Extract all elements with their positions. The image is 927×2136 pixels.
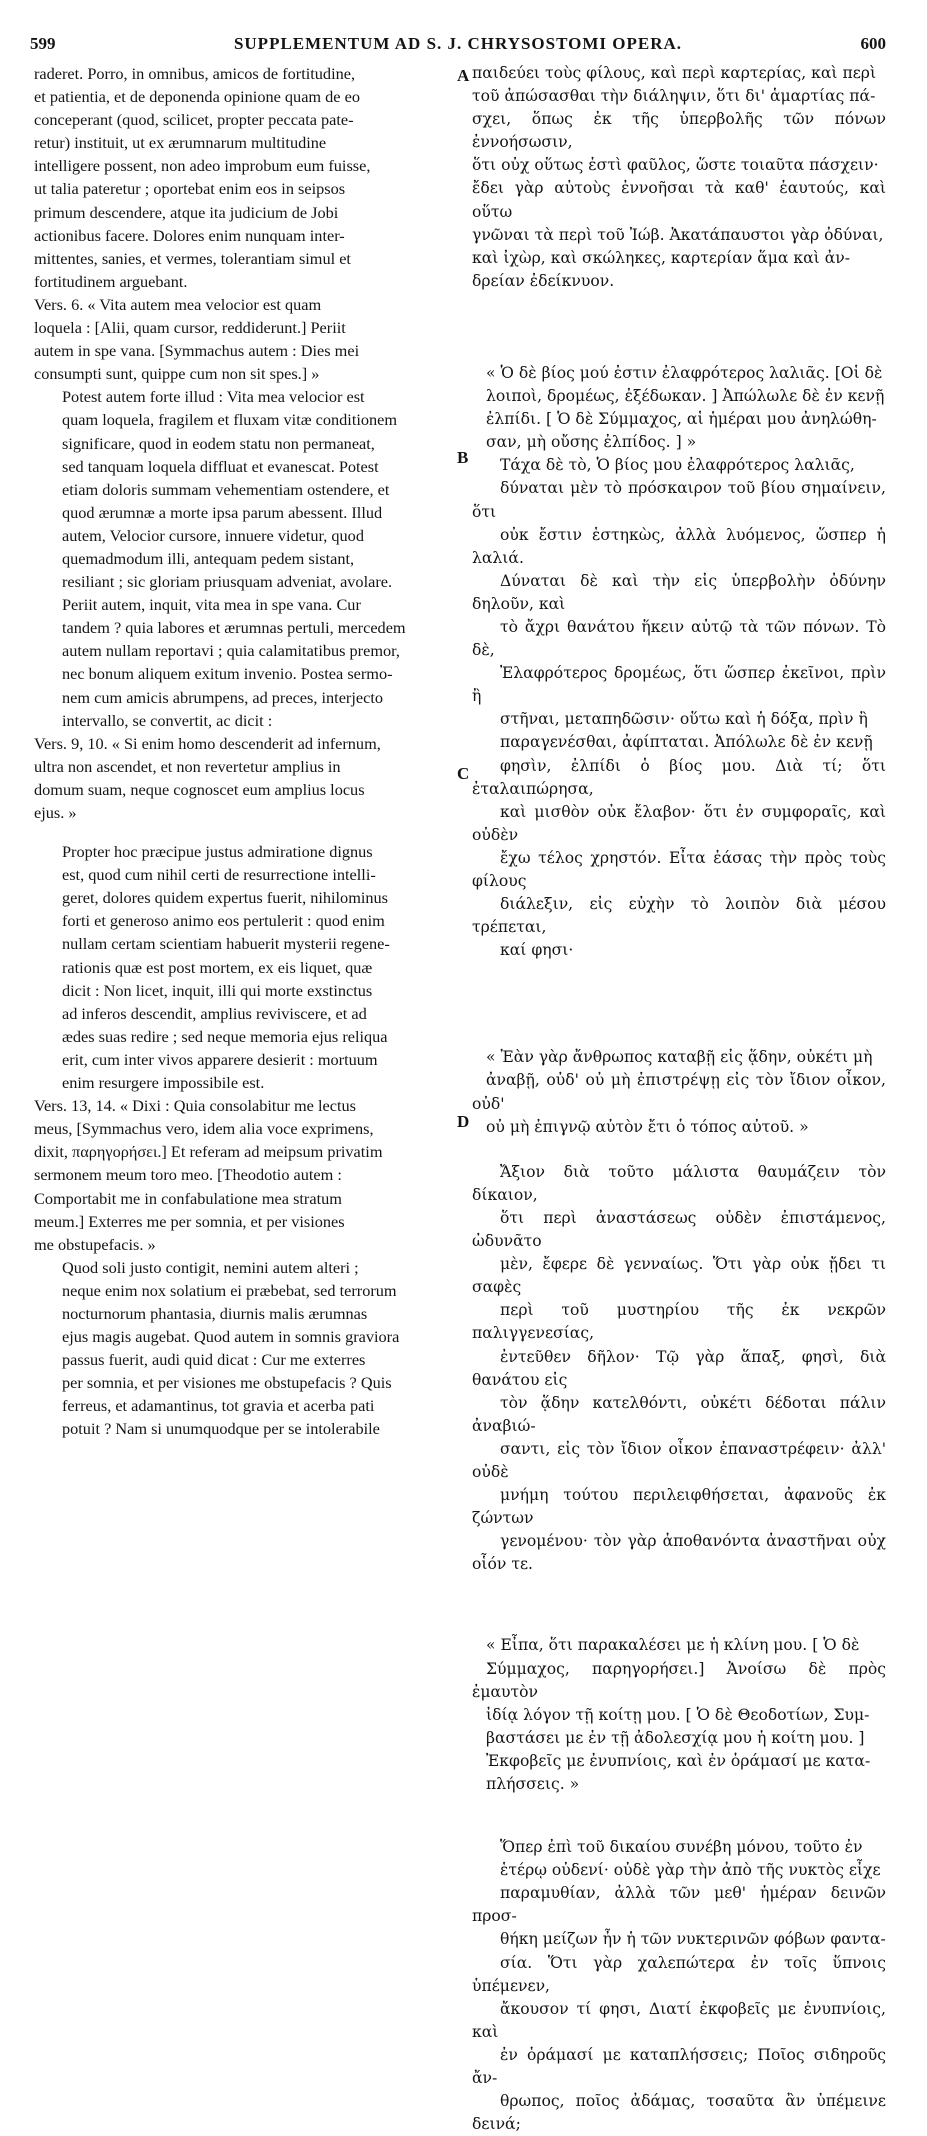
greek-line: σαν, μὴ οὔσης ἐλπίδος. ] » (486, 433, 697, 452)
latin-line: rationis quæ est post mortem, ex eis liquet, quæ (62, 957, 373, 977)
latin-line: Propter hoc præcipue justus admiratione dignus (62, 842, 373, 862)
latin-line: Vers. 6. « Vita autem mea velocior est quam (34, 294, 322, 314)
greek-line: Σύμμαχος, παρηγορήσει.] Ἀνοίσω δὲ πρὸς ἐμαυτὸν (472, 1659, 886, 1701)
latin-paragraph (34, 732, 452, 824)
greek-line: « Εἶπα, ὅτι παρακαλέσει με ἡ κλίνη μου. [ Ὁ δὲ (486, 1636, 860, 1655)
greek-paragraph (472, 1046, 886, 1138)
latin-line: quam loquela, fragilem et fluxam vitæ conditionem (62, 410, 398, 430)
latin-line: conceperant (quod, scilicet, propter peccata pate- (34, 110, 354, 130)
latin-line: meus, [Symmachus vero, idem alia voce exprimens, (34, 1119, 374, 1139)
latin-line: dicit : Non licet, inquit, illi qui morte exstinctus (62, 980, 373, 1000)
latin-line: nec bonum aliquem exitum invenio. Postea sermo- (62, 664, 393, 684)
latin-line: ad inferos descendit, amplius reviviscere, et ad (62, 1003, 367, 1023)
greek-line: καί φησι· (500, 941, 574, 960)
greek-line: ἑτέρῳ οὐδενί· οὐδὲ γὰρ τὴν ἀπὸ τῆς νυκτὸς εἶχε (500, 1861, 881, 1880)
greek-line: γενομένου· τὸν γὰρ ἀποθανόντα ἀναστῆναι οὐχ οἷόν τε. (472, 1532, 886, 1574)
latin-line: primum descendere, atque ita judicium de Jobi (34, 202, 339, 222)
greek-paragraph (472, 454, 886, 962)
greek-line: σαντι, εἰς τὸν ἴδιον οἶκον ἐπαναστρέφειν· ἀλλ' οὐδὲ (472, 1439, 886, 1481)
page-header (30, 34, 886, 60)
latin-line: ejus. » (34, 803, 77, 822)
latin-line: erit, cum inter vivos apparere desierit : mortuum (62, 1049, 378, 1069)
latin-line: quemadmodum illi, antequam pedem sistant, (62, 548, 355, 568)
running-title: SUPPLEMENTUM AD S. J. CHRYSOSTOMI OPERA. (233, 34, 683, 53)
greek-line: ὅτι περὶ ἀναστάσεως οὐδὲν ἐπιστάμενος, ὠδυνᾶτο (472, 1208, 886, 1251)
latin-line: Vers. 9, 10. « Si enim homo descenderit ad infernum, (34, 733, 381, 753)
greek-line: ἐλπίδι. [ Ὁ δὲ Σύμμαχος, αἱ ἡμέραι μου ἀνηλώθη- (486, 410, 877, 429)
page-number-right: 600 (860, 34, 886, 53)
greek-line: ἐντεῦθεν δῆλον· Τῷ γὰρ ἅπαξ, φησὶ, διὰ θανάτου εἰς (472, 1347, 886, 1389)
latin-line: Potest autem forte illud : Vita mea velocior est (62, 387, 365, 407)
latin-line: actionibus facere. Dolores enim nunquam inter- (34, 225, 345, 245)
greek-paragraph (472, 62, 886, 293)
latin-line: consumpti sunt, quippe cum non sit spes.] » (34, 364, 320, 384)
latin-line: intelligere possent, non adeo improbum eum fuisse, (34, 156, 371, 176)
greek-line: οὐ μὴ ἐπιγνῷ αὐτὸν ἔτι ὁ τόπος αὐτοῦ. » (486, 1117, 809, 1136)
greek-line: παραμυθίαν, ἀλλὰ τῶν μεθ' ἡμέραν δεινῶν προσ- (472, 1884, 886, 1926)
latin-line: sed tanquam loquela diffluat et evanescat. Potest (62, 456, 379, 476)
greek-line: ἔδει γὰρ αὐτοὺς ἐννοῆσαι τὰ καθ' ἑαυτούς, καὶ οὕτω (472, 179, 886, 221)
greek-line: ἀναβῇ, οὐδ' οὐ μὴ ἐπιστρέψῃ εἰς τὸν ἴδιον οἶκον, οὐδ' (472, 1071, 886, 1113)
latin-line: ejus magis augebat. Quod autem in somnis graviora (62, 1327, 400, 1347)
latin-line: geret, dolores quidem expertus fuerit, nihilominus (62, 888, 389, 908)
latin-line: potuit ? Nam si unumquodque per se intolerabile (62, 1419, 380, 1439)
greek-line: πλήσσεις. » (486, 1775, 580, 1793)
latin-line: quod ærumnæ a morte ipsa parum abessent. Illud (62, 502, 383, 522)
latin-line: etiam doloris summam vehementiam ostendere, et (62, 479, 390, 499)
latin-paragraph (34, 62, 452, 293)
latin-line: raderet. Porro, in omnibus, amicos de fortitudine, (34, 64, 356, 83)
greek-paragraph (472, 1634, 886, 1796)
latin-line: nem cum amicis abrumpens, ad preces, interjecto (62, 687, 383, 707)
greek-line: Τάχα δὲ τὸ, Ὁ βίος μου ἐλαφρότερος λαλιᾶς, (500, 456, 855, 475)
greek-line: θήκη μείζων ἦν ἡ τῶν νυκτερινῶν φόβων φαντα- (500, 1930, 886, 1949)
latin-line: loquela : [Alii, quam cursor, reddiderunt.] Periit (34, 318, 346, 338)
latin-line: ultra non ascendet, et non revertetur amplius in (34, 756, 341, 776)
latin-line: significare, quod in eodem statu non permaneat, (62, 433, 375, 453)
greek-line: οὐκ ἔστιν ἑστηκὼς, ἀλλὰ λυόμενος, ὥσπερ ἡ λαλιά. (472, 525, 886, 567)
margin-letter-c: C (457, 764, 470, 783)
greek-line: Ὅπερ ἐπὶ τοῦ δικαίου συνέβη μόνου, τοῦτο ἐν (500, 1838, 863, 1857)
greek-line: ἐν ὁράμασί με καταπλήσσεις; Ποῖος σιδηροῦς ἄν- (472, 2045, 886, 2088)
greek-line: γνῶναι τὰ περὶ τοῦ Ἰώβ. Ἀκατάπαυστοι γὰρ ὀδύναι, (472, 225, 884, 244)
latin-line: ædes suas redire ; sed neque memoria ejus reliqua (62, 1026, 388, 1046)
greek-line: Ἐκφοβεῖς με ἐνυπνίοις, καὶ ἐν ὁράμασί με κατα- (486, 1751, 871, 1770)
latin-line: autem, Velocior cursore, innuere videtur, quod (62, 525, 364, 545)
latin-paragraph (34, 840, 452, 1094)
latin-line: sermonem meum toro meo. [Theodotio autem : (34, 1165, 342, 1185)
greek-paragraph (472, 1836, 886, 2136)
latin-line: enim resurgere impossibile est. (62, 1073, 265, 1093)
greek-line: παραγενέσθαι, ἀφίπταται. Ἀπόλωλε δὲ ἐν κενῇ (500, 733, 873, 752)
latin-paragraph (34, 385, 452, 731)
latin-line: meum.] Exterres me per somnia, et per visiones (34, 1211, 345, 1231)
greek-line: « Ὁ δὲ βίος μού ἐστιν ἐλαφρότερος λαλιᾶς. [Οἱ δὲ (486, 363, 883, 382)
latin-line: resiliant ; sic gloriam priusquam adveniat, avolare. (62, 572, 393, 592)
latin-line: est, quod cum nihil certi de resurrectione intelli- (62, 865, 376, 885)
greek-line: τὸν ᾅδην κατελθόντι, οὐκέτι δέδοται πάλιν ἀναβιώ- (472, 1393, 886, 1435)
greek-line: ὅτι οὐχ οὕτως ἐστὶ φαῦλος, ὥστε τοιαῦτα πάσχειν· (472, 156, 879, 175)
greek-line: περὶ τοῦ μυστηρίου τῆς ἐκ νεκρῶν παλιγγενεσίας, (472, 1301, 886, 1343)
greek-line: βαστάσει με ἐν τῇ ἀδολεσχίᾳ μου ἡ κοίτη μου. ] (486, 1728, 865, 1747)
latin-line: dixit, παρηγορήσει.] Et referam ad meipsum privatim (34, 1142, 383, 1162)
greek-line: θρωπος, ποῖος ἀδάμας, τοσαῦτα ἂν ὑπέμεινε δεινά; (472, 2092, 886, 2134)
greek-line: « Ἐὰν γὰρ ἄνθρωπος καταβῇ εἰς ᾅδην, οὐκέτι μὴ (486, 1048, 873, 1067)
latin-line: Vers. 13, 14. « Dixi : Quia consolabitur me lectus (34, 1096, 356, 1116)
latin-line: Comportabit me in confabulatione mea stratum (34, 1188, 342, 1208)
latin-line: fortitudinem arguebant. (34, 271, 188, 291)
greek-line: τὸ ἄχρι θανάτου ἥκειν αὐτῷ τὰ τῶν πόνων. Τὸ δὲ, (472, 617, 886, 660)
greek-line: σχει, ὅπως ἐκ τῆς ὑπερβολῆς τῶν πόνων ἐννοήσωσιν, (472, 110, 886, 152)
latin-line: ferreus, et adamantinus, tot gravia et acerba pati (62, 1396, 375, 1416)
latin-line: forti et generoso animo eos pertulerit : quod enim (62, 911, 385, 931)
greek-line: τοῦ ἀπώσασθαι τὴν διάληψιν, ὅτι δι' ἁμαρτίας πά- (472, 87, 876, 106)
greek-line: μὲν, ἔφερε δὲ γενναίως. Ὅτι γὰρ οὐκ ᾔδει τι σαφὲς (472, 1255, 886, 1297)
greek-line: ἄκουσον τί φησι, Διατί ἐκφοβεῖς με ἐνυπνίοις, καὶ (472, 1999, 886, 2041)
latin-line: mittentes, sanies, et vermes, tolerantiam simul et (34, 248, 351, 268)
greek-paragraph (472, 362, 886, 454)
latin-line: per somnia, et per visiones me obstupefacis ? Quis (62, 1373, 392, 1393)
latin-line: retur) instituit, ut ex ærumnarum multitudine (34, 133, 327, 153)
latin-column (34, 62, 452, 1441)
latin-line: nullam certam scientiam habuerit mysterii regene- (62, 934, 390, 954)
latin-line: domum suam, neque cognoscet eum amplius locus (34, 779, 365, 799)
latin-line: ut talia pateretur ; oportebat enim eos in seipsos (34, 179, 346, 199)
latin-line: tandem ? quia labores et ærumnas pertuli, mercedem (62, 618, 406, 638)
margin-letter-d: D (457, 1112, 470, 1131)
greek-line: καὶ ἰχὼρ, καὶ σκώληκες, καρτερίαν ἅμα καὶ ἀν- (472, 248, 851, 267)
greek-line: ἔχω τέλος χρηστόν. Εἶτα ἐάσας τὴν πρὸς τοὺς φίλους (472, 848, 886, 890)
margin-letter-a: A (457, 66, 470, 85)
latin-line: autem nullam reportavi ; quia calamitatibus premor, (62, 641, 400, 661)
greek-line: Ἄξιον διὰ τοῦτο μάλιστα θαυμάζειν τὸν δίκαιον, (472, 1162, 886, 1204)
latin-line: passus fuerit, audi quid dicat : Cur me exterres (62, 1350, 366, 1370)
latin-paragraph (34, 293, 452, 385)
greek-line: καὶ μισθὸν οὐκ ἔλαβον· ὅτι ἐν συμφοραῖς, καὶ οὐδὲν (472, 802, 886, 844)
greek-line: ἰδίᾳ λόγον τῇ κοίτῃ μου. [ Ὁ δὲ Θεοδοτίων, Συμ- (486, 1705, 870, 1724)
latin-line: Periit autem, inquit, vita mea in spe vana. Cur (62, 595, 361, 615)
latin-paragraph (34, 1094, 452, 1256)
greek-line: παιδεύει τοὺς φίλους, καὶ περὶ καρτερίας, καὶ περὶ (472, 64, 877, 82)
page-number-left: 599 (30, 34, 56, 53)
greek-line: στῆναι, μεταπηδῶσιν· οὕτω καὶ ἡ δόξα, πρὶν ἢ (500, 710, 868, 729)
latin-paragraph (34, 1256, 452, 1441)
greek-line: σία. Ὅτι γὰρ χαλεπώτερα ἐν τοῖς ὕπνοις ὑπέμενεν, (472, 1953, 886, 1995)
greek-line: δρείαν ἐδείκνυον. (472, 271, 615, 290)
greek-line: Δύναται δὲ καὶ τὴν εἰς ὑπερβολὴν ὀδύνην δηλοῦν, καὶ (472, 571, 886, 613)
greek-line: φησὶν, ἐλπίδι ὁ βίος μου. Διὰ τί; ὅτι ἐταλαιπώρησα, (472, 756, 886, 798)
greek-column (472, 62, 886, 2136)
margin-letter-b: B (457, 448, 469, 467)
greek-line: δύναται μὲν τὸ πρόσκαιρον τοῦ βίου σημαίνειν, ὅτι (472, 479, 886, 521)
latin-line: nocturnorum phantasia, diurnis malis ærumnas (62, 1303, 368, 1323)
greek-line: μνήμη τούτου περιλειφθήσεται, ἀφανοῦς ἐκ ζώντων (472, 1486, 886, 1528)
latin-line: intervallo, se convertit, ac dicit : (62, 710, 273, 730)
greek-line: Ἐλαφρότερος δρομέως, ὅτι ὥσπερ ἐκεῖνοι, πρὶν ἢ (472, 664, 886, 706)
latin-line: neque enim nox solatium ei præbebat, sed terrorum (62, 1280, 397, 1300)
greek-paragraph (472, 1161, 886, 1577)
latin-line: autem in spe vana. [Symmachus autem : Dies mei (34, 341, 360, 361)
greek-line: διάλεξιν, εἰς εὐχὴν τὸ λοιπὸν διὰ μέσου τρέπεται, (472, 895, 886, 937)
latin-line: et patientia, et de deponenda opinione quam de eo (34, 87, 360, 107)
latin-line: me obstupefacis. » (34, 1234, 156, 1254)
latin-line: Quod soli justo contigit, nemini autem alteri ; (62, 1257, 359, 1277)
greek-line: λοιποὶ, δρομέως, ἐξέδωκαν. ] Ἀπώλωλε δὲ ἐν κενῇ (486, 387, 885, 406)
